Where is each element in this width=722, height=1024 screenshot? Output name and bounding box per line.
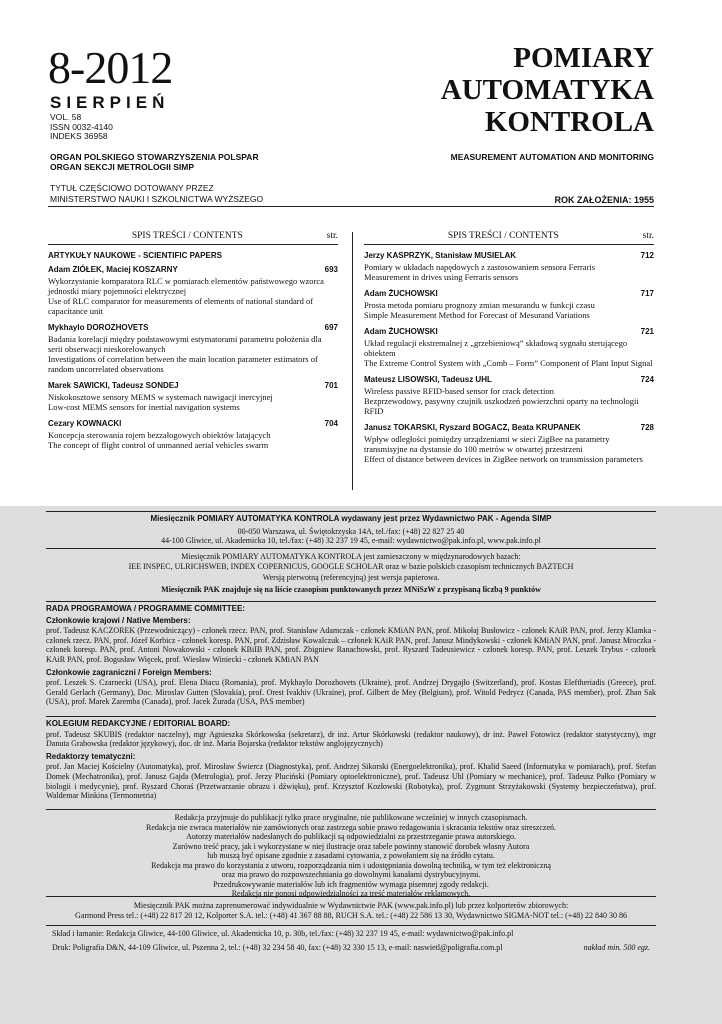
toc-entry [48,381,338,412]
issue-meta [50,113,113,142]
toc-authors: Adam ZIÓŁEK, Maciej KOSZARNY [48,265,178,274]
toc-article-title: Use of RLC comparator for measurements of elements of national standard of capacitance unit [48,296,314,316]
toc-authors: Janusz TOKARSKI, Ryszard BOGACZ, Beata KRUPANEK [364,423,581,432]
toc-entry-header [48,419,338,429]
printer-info: Druk: Poligrafia D&N, 44-109 Gliwice, ul. Pszenna 2, tel.: (+48) 32 234 58 40, fax: (+48) 32 330 15 13, e-mail: naswietl@poligrafia.com.pl [52,943,503,952]
toc-article-title: Investigations of correlation between the main location parameter estimators of random uncorrelated observations [48,354,318,374]
indexing-line: Miesięcznik POMIARY AUTOMATYKA KONTROLA jest zamieszczony w międzynarodowych bazach: [181,552,521,561]
organ-statement [50,152,259,172]
toc-page-number: 701 [324,381,338,390]
toc-right-column [364,231,654,471]
journal-title-en: MEASUREMENT AUTOMATION AND MONITORING [450,152,654,162]
printer-row [52,943,650,953]
native-members: prof. Tadeusz KACZOREK (Przewodniczący) - członek rzecz. PAN, prof. Stanisław Adamczak - członek KMiAN PAN, prof. Mikołaj Busłowicz - członek KAiR PAN, prof. Jerzy Klamka - członek rzecz. PAN, prof. Józef Korbicz - członek koresp. PAN, prof. Zdzisław Kowalczuk – członek KAiR PAN, prof. Janusz Mindykowski - członek KMiAN PAN, prof. Janusz Mroczka - członek koresp. PAN, prof. Antoni Nowakowski - członek KBiIB PAN, prof. Zbigniew Ranachowski, prof. Ryszard Tadeusiewicz - członek koresp. PAN, prof. Leszek Trybus - członek KAiR PAN, prof. Bogusław Więcek, prof. Wiesław Winiecki - członek KMiAN PAN [46,626,656,664]
toc-article-title: Measurement in drives using Ferraris sensors [364,272,519,282]
index-number: INDEKS 36958 [50,131,108,141]
indexing-block [46,548,656,594]
programme-committee [46,601,656,710]
toc-entry-header [364,375,654,385]
publisher-block [46,511,656,546]
policy-line: Autorzy materiałów nadesłanych do publikacji są odpowiedzialni za przestrzeganie prawa autorskiego. [186,832,516,841]
journal-title-line: POMIARY [513,42,654,74]
publisher-name: Miesięcznik POMIARY AUTOMATYKA KONTROLA wydawany jest przez Wydawnictwo PAK - Agenda SIMP [150,514,552,523]
toc-authors: Cezary KOWNACKI [48,419,122,428]
journal-title-line: KONTROLA [484,106,654,138]
policy-line: Redakcja przyjmuje do publikacji tylko prace oryginalne, nie publikowane wcześniej w innych czasopismach. [174,813,528,822]
toc-article-title: Bezprzewodowy, pasywny czujnik uszkodzeń powierzchni oparty na technologii RFID [364,396,639,416]
toc-article-title: The Extreme Control System with „Comb – Form” Component of Plant Input Signal [364,358,653,368]
toc-authors: Adam ŻUCHOWSKI [364,289,438,298]
editorial-policy [46,809,656,899]
ministry-points-note: Miesięcznik PAK znajduje się na liście czasopism punktowanych przez MNiSzW z przypisaną liczbą 9 punktów [161,584,541,594]
policy-line: oraz ma prawo do rozpowszechniania go dowolnymi kanałami dystrybucyjnymi. [221,870,481,879]
editorial-board [46,716,656,804]
toc-right-list [364,251,654,464]
journal-title-line: AUTOMATYKA [440,74,654,106]
subsidy-line: MINISTERSTWO NAUKI I SZKOLNICTWA WYŻSZEGO [50,193,264,204]
toc-authors: Adam ŻUCHOWSKI [364,327,438,336]
toc-entry-header [364,327,654,337]
toc-entry-header [48,381,338,391]
toc-page-number: 712 [640,251,654,260]
foreign-members: prof. Leszek S. Czarnecki (USA), prof. Elena Diacu (Romania), prof. Mykhaylo Dorozhovets (Ukraine), prof. Andrzej Drygajło (Switzerland), prof. Kostas Eleftheriadis (Greece), prof. Gerald Gerlach (Germany), Doc. Miroslav Gutten (Slovakia), prof. Orest Ivakhiv (Ukraine), prof. Gilbert de Mey (Belgium), prof. Witold Pedrycz (Canada, PAS member), prof. Zhan Sak (USA), prof. Marek Zaremba (Canada), prof. Jacek Żurada (USA, PAS member) [46,678,656,707]
policy-line: Redakcja ma prawo do korzystania z utworu, rozporządzania nim i udostępniania dowolną techniką, w tym też elektroniczną [151,860,551,870]
toc-article-title: Prosta metoda pomiaru prognozy zmian mesurandu w funkcji czasu [364,300,595,310]
subscription-block [46,896,656,920]
toc-article-title: Układ regulacji ekstremalnej z „grzebieniową” składową sygnału sterującego obiektem [364,338,628,358]
toc-entry [364,423,654,464]
toc-left-column [48,231,338,457]
toc-article-title: Koncepcja sterowania rojem bezzałogowych obiektów latających [48,430,271,440]
subsidy-line: TYTUŁ CZĘŚCIOWO DOTOWANY PRZEZ [50,183,214,193]
editorial-board-heading: KOLEGIUM REDAKCYJNE / EDITORIAL BOARD: [46,719,231,728]
header-divider [48,206,654,207]
toc-article-title: Wykorzystanie komparatora RLC w pomiarach elementów państwowego wzorca jednostki miary pojemności elektrycznej [48,276,324,296]
toc-entry-header [364,251,654,261]
toc-left-list [48,265,338,450]
publisher-address-gliwice: 44-100 Gliwice, ul. Akademicka 10, tel./fax: (+48) 32 237 19 45, e-mail: wydawnictwo@pak.info.pl, www.pak.info.pl [161,536,541,545]
native-members-heading: Członkowie krajowi / Native Members: [46,615,191,625]
policy-line: Redakcja nie zwraca materiałów nie zamówionych oraz zastrzega sobie prawo redagowania i skracania tekstów oraz streszczeń. [145,822,557,832]
founded-year: ROK ZAŁOŻENIA: 1955 [554,195,654,205]
toc-article-title: Badania korelacji między podstawowymi estymatorami parametru położenia dla serii obserwacji nieskorelowanych [48,334,322,354]
toc-heading-text: SPIS TREŚCI / CONTENTS [131,231,243,241]
toc-article-title: Wireless passive RFID-based sensor for crack detection [364,386,554,396]
policy-line: lub muszą być opisane zgodnie z zasadami cytowania, z powołaniem się na źródło cytatu. [207,851,495,860]
organ-line: ORGAN POLSKIEGO STOWARZYSZENIA POLSPAR [50,152,259,162]
toc-entry-header [364,289,654,299]
toc-heading [48,231,338,245]
thematic-editors: prof. Jan Maciej Kościelny (Automatyka), prof. Mirosław Świercz (Diagnostyka), prof. Andrzej Sikorski (Energoelektronika), prof. Khalid Saeed (Informatyka w pomiarach), prof. Stefan Domek (Mechatronika), prof. Janusz Gajda (Metrologia), prof. Jerzy Pluciński (Pomiary optoelektroniczne), prof. Tadeusz Uhl (Pomiary w mechanice), prof. Tadeusz Pałko (Pomiary w biologii i medycynie), prof. Ryszard Choraś (Przetwarzanie obrazu i dźwięku), prof. Krzysztof Kozłowski (Robotyka), prof. Zygmunt Strzyżakowski (Systemy bezpieczeństwa), prof. Waldemar Minkina (Termometria) [46,762,656,801]
toc-entry [48,323,338,374]
journal-title [441,42,654,138]
foreign-members-heading: Członkowie zagraniczni / Foreign Members: [46,667,212,677]
toc-entry [364,327,654,368]
toc-column-divider [352,232,353,490]
organ-line: ORGAN SEKCJI METROLOGII SIMP [50,162,195,172]
policy-line: Zarówno treść pracy, jak i wykorzystane w niej ilustracje oraz tabele powinny stanowić dorobek własny Autora [172,841,530,851]
toc-article-title: Niskokosztowe sensory MEMS w systemach nawigacji inercyjnej [48,392,273,402]
subscription-distributors: Garmond Press tel.: (+48) 22 817 20 12, Kolporter S.A. tel.: (+48) 41 367 88 88, RUCH S.A. tel.: (+48) 22 586 13 30, Wydawnictwo SIGMA-NOT tel.: (+48) 22 840 30 86 [75,910,627,920]
circulation: nakład min. 500 egz. [583,943,650,952]
toc-section-title: ARTYKUŁY NAUKOWE - SCIENTIFIC PAPERS [48,251,222,260]
typesetting-info: Skład i łamanie: Redakcja Gliwice, 44-100 Gliwice, ul. Akademicka 10, p. 30b, tel./fax: (+48) 32 237 19 45, e-mail: wydawnictwo@pak.info.pl [52,929,514,938]
toc-entry [364,289,654,320]
toc-article-title: The concept of flight control of unmanned aerial vehicles swarm [48,440,269,450]
issn: ISSN 0032-4140 [50,121,113,132]
subscription-line: Miesięcznik PAK można zaprenumerować indywidualnie w Wydawnictwie PAK (www.pak.info.pl) lub przez kolporterów zbiorowych: [133,901,569,910]
toc-page-number: 704 [324,419,338,428]
volume: VOL. 58 [50,112,82,122]
toc-article-title: Pomiary w układach napędowych z zastosowaniem sensora Ferraris [364,262,596,272]
thematic-editors-heading: Redaktorzy tematyczni: [46,751,136,761]
toc-heading [364,231,654,245]
publisher-address-warsaw: 00-050 Warszawa, ul. Świętokrzyska 14A, tel./fax: (+48) 22 827 25 40 [237,526,465,536]
toc-article-title: Low-cost MEMS sensors for inertial navigation systems [48,402,240,412]
toc-page-number: 724 [640,375,654,384]
toc-article-title: Effect of distance between devices in ZigBee network on transmission parameters [364,454,643,464]
toc-page-number: 721 [640,327,654,336]
toc-article-title: Simple Measurement Method for Forecast of Mesurand Variations [364,310,590,320]
subsidy-note [50,183,263,204]
indexing-line: IEE INSPEC, ULRICHSWEB, INDEX COPERNICUS, GOOGLE SCHOLAR oraz w bazie polskich czasopism technicznych BAZTECH [128,561,574,571]
toc-authors: Jerzy KASPRZYK, Stanisław MUSIELAK [364,251,517,260]
toc-page-column-label: str. [326,231,338,241]
toc-entry [364,251,654,282]
toc-authors: Mykhaylo DOROZHOVETS [48,323,149,332]
toc-heading-text: SPIS TREŚCI / CONTENTS [447,231,559,241]
policy-line: Przedrukowywanie materiałów lub ich fragmentów wymaga pisemnej zgody redakcji. [213,879,489,889]
toc-page-number: 693 [324,265,338,274]
toc-authors: Mateusz LISOWSKI, Tadeusz UHL [364,375,492,384]
editorial-board-members: prof. Tadeusz SKUBIS (redaktor naczelny), mgr Agnieszka Skórkowska (sekretarz), dr inż. Artur Skórkowski (redaktor naukowy), dr inż. Paweł Fotowicz (redaktor statystyczny), mgr Danuta Grabowska (redaktor językowy), doc. dr inż. Maria Bojarska (redaktor tekstów anglojęzycznych) [46,729,656,749]
policy-line: Redakcja nie ponosi odpowiedzialności za treść materiałów reklamowych. [231,889,471,898]
toc-entry-header [48,323,338,333]
toc-page-column-label: str. [642,231,654,241]
issue-number: 8-2012 [48,42,173,93]
toc-page-number: 717 [640,289,654,298]
toc-entry [48,265,338,316]
toc-authors: Marek SAWICKI, Tadeusz SONDEJ [48,381,179,390]
print-info [46,925,656,953]
toc-entry [364,375,654,416]
committee-heading: RADA PROGRAMOWA / PROGRAMME COMMITTEE: [46,604,245,613]
toc-entry [48,419,338,450]
toc-entry-header [48,265,338,275]
indexing-line: Wersją pierwotną (referencyjną) jest wersja papierowa. [262,573,440,582]
toc-page-number: 697 [324,323,338,332]
toc-entry-header [364,423,654,433]
toc-article-title: Wpływ odległości pomiędzy urządzeniami w sieci ZigBee na parametry transmisyjne na dystansie do 100 metrów w otwartej przestrzeni [364,434,610,454]
toc-page-number: 728 [640,423,654,432]
issue-month: SIERPIEŃ [50,93,170,112]
